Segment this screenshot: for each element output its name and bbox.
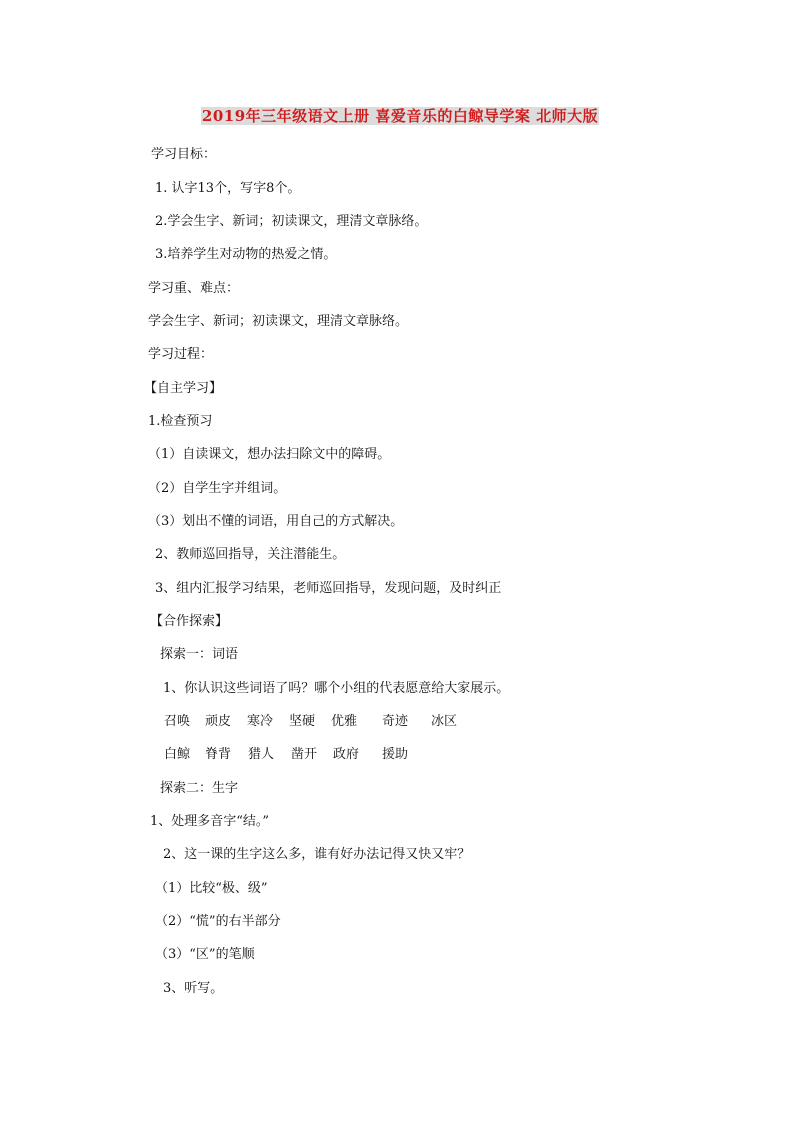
- text-line: 1. 认字13个，写字8个。: [155, 181, 301, 196]
- document-title: [0, 106, 800, 126]
- vocab-word: 召唤: [164, 714, 191, 729]
- text-line: 探索二：生字: [160, 781, 239, 796]
- text-line: 2.学会生字、新词；初读课文，理清文章脉络。: [155, 214, 428, 229]
- text-line: 1、处理多音字“结。”: [150, 814, 270, 829]
- text-line: （2）“慌”的右半部分: [155, 914, 281, 929]
- text-line: （3）划出不懂的词语，用自己的方式解决。: [148, 514, 404, 529]
- vocab-word: 坚硬: [289, 714, 316, 729]
- vocab-word: 援助: [382, 747, 409, 762]
- text-line: 3、听写。: [163, 981, 224, 996]
- text-line: 2、教师巡回指导，关注潜能生。: [155, 547, 346, 562]
- vocab-word: 顽皮: [205, 714, 232, 729]
- vocab-word: 凿开: [291, 747, 318, 762]
- text-line: （1）自读课文，想办法扫除文中的障碍。: [148, 447, 391, 462]
- vocab-word: 白鲸: [164, 747, 191, 762]
- text-line: 学习重、难点：: [148, 281, 240, 296]
- title-text: 2019年三年级语文上册 喜爱音乐的白鲸导学案 北师大版: [201, 107, 599, 125]
- section-heading: 【合作探索】: [150, 614, 229, 629]
- text-line: （1）比较“极、级”: [155, 881, 268, 896]
- vocab-word: 猎人: [248, 747, 275, 762]
- section-heading: 【自主学习】: [144, 381, 223, 396]
- text-line: 3、组内汇报学习结果，老师巡回指导，发现问题，及时纠正: [155, 581, 502, 596]
- text-line: 1.检查预习: [148, 414, 213, 429]
- vocab-word: 优雅: [331, 714, 358, 729]
- vocab-word: 脊背: [205, 747, 232, 762]
- text-line: 1、你认识这些词语了吗？哪个小组的代表愿意给大家展示。: [163, 681, 510, 696]
- text-line: 学习目标：: [151, 147, 217, 162]
- word-row: [0, 713, 800, 731]
- text-line: 2、这一课的生字这么多，谁有好办法记得又快又牢？: [163, 847, 471, 862]
- text-line: （2）自学生字并组词。: [148, 481, 287, 496]
- text-line: 学会生字、新词；初读课文，理清文章脉络。: [148, 314, 409, 329]
- text-line: （3）“区”的笔顺: [155, 947, 255, 962]
- word-row: [0, 746, 800, 764]
- text-line: 学习过程：: [148, 347, 214, 362]
- vocab-word: 冰区: [431, 714, 458, 729]
- vocab-word: 政府: [333, 747, 360, 762]
- text-line: 探索一：词语: [160, 647, 239, 662]
- text-line: 3.培养学生对动物的热爱之情。: [155, 247, 337, 262]
- vocab-word: 奇迹: [382, 714, 409, 729]
- vocab-word: 寒冷: [247, 714, 274, 729]
